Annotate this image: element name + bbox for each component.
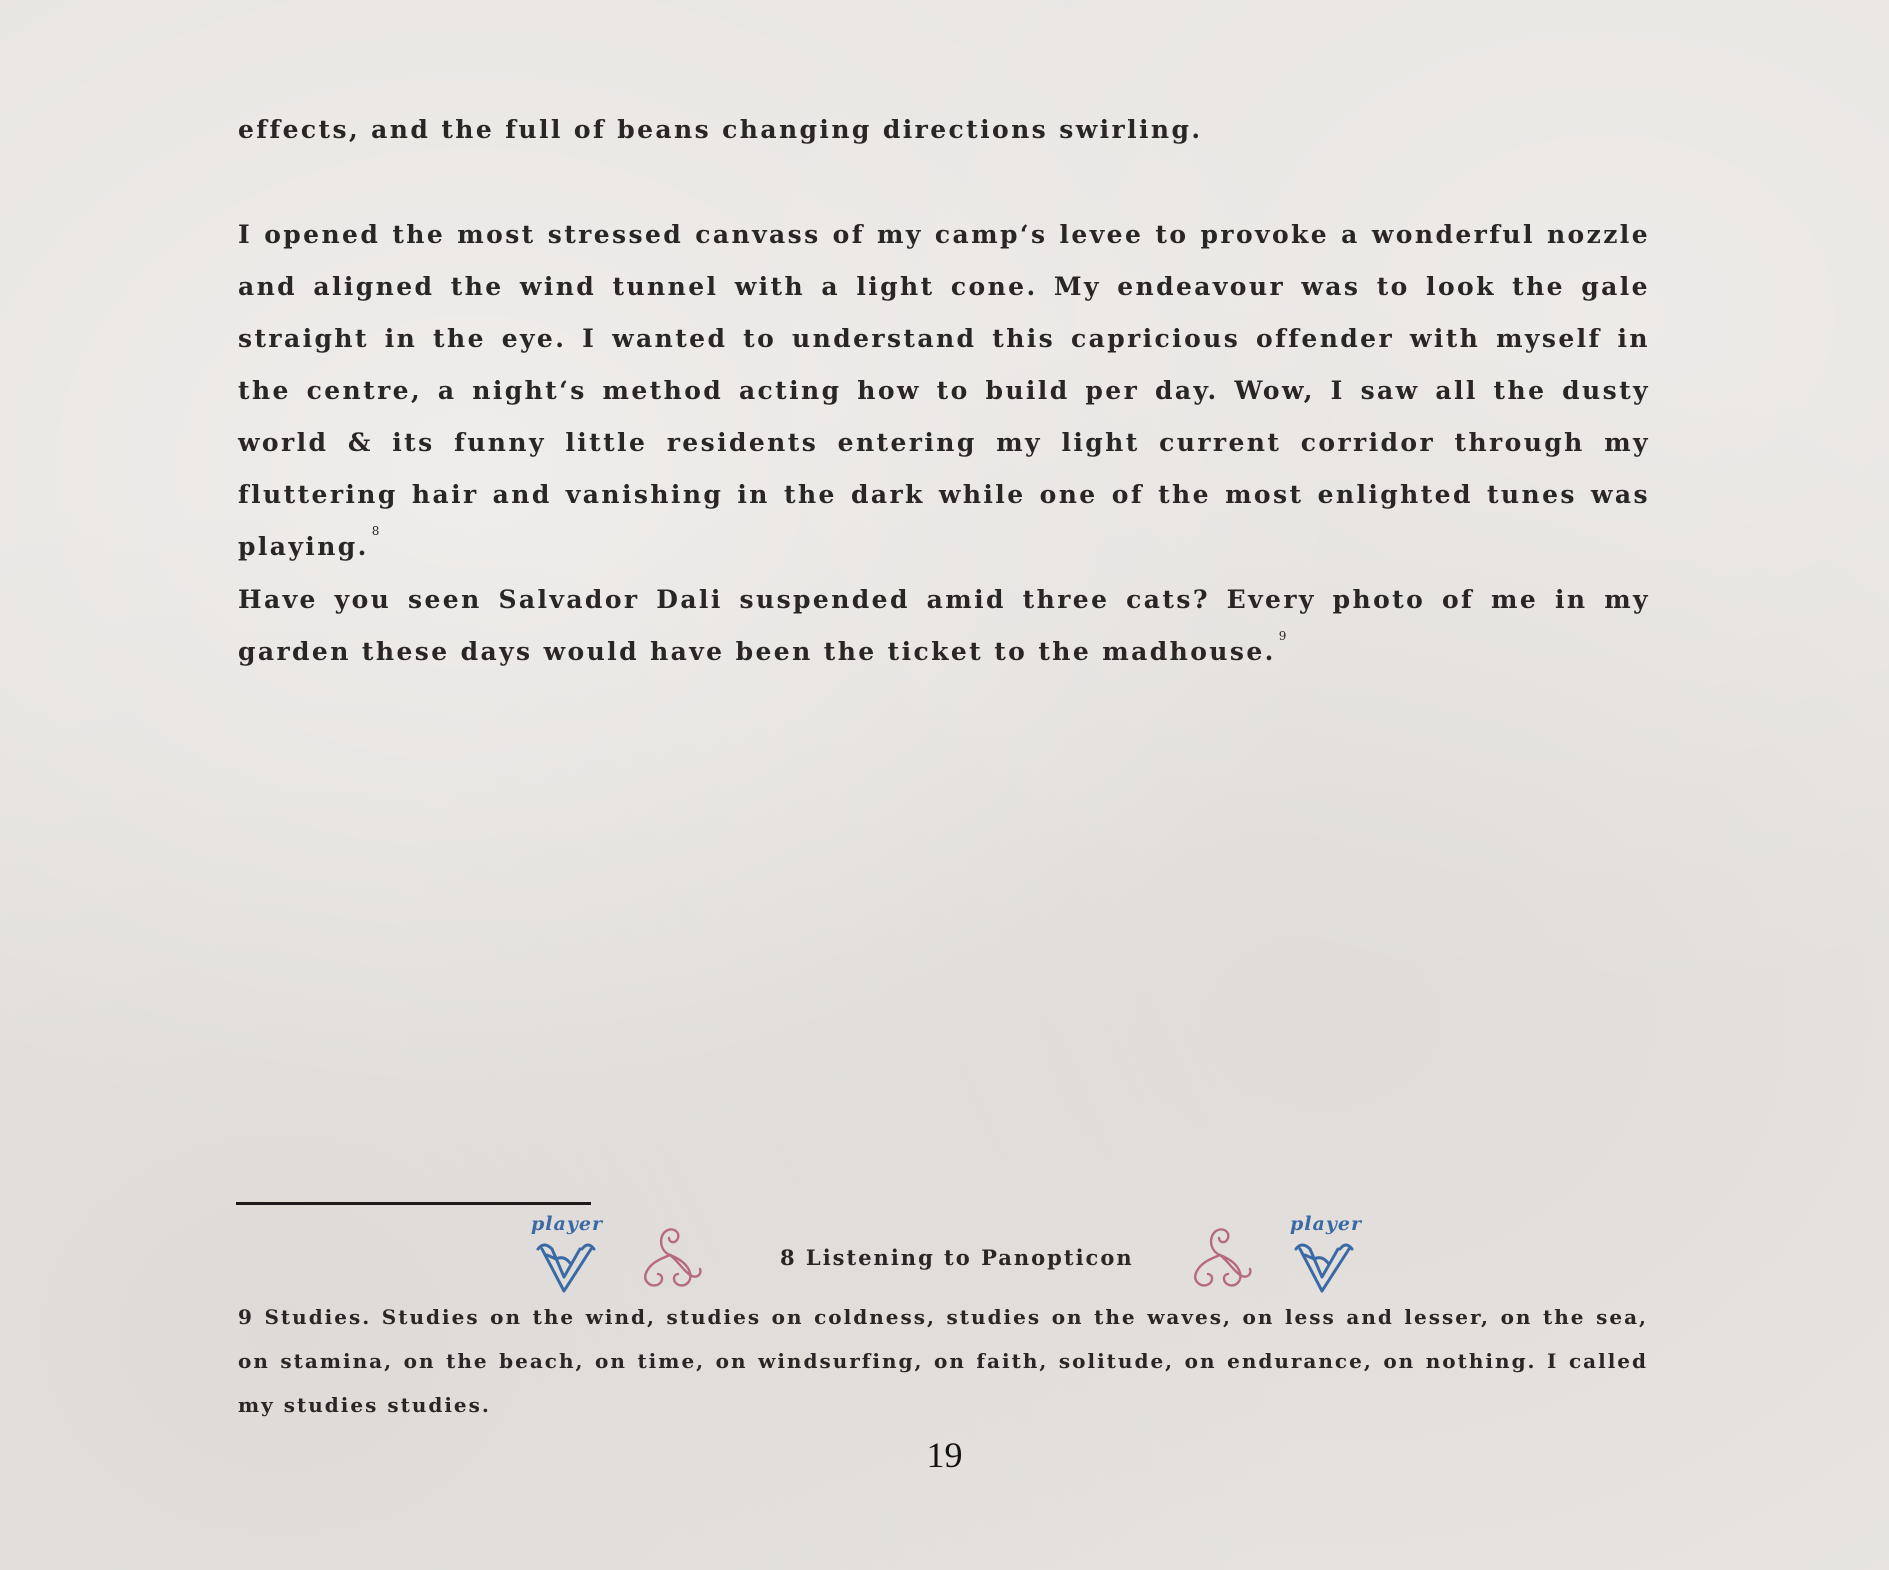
logo-wordmark-left: player [531, 1213, 603, 1235]
paragraph-salvador-dali-text: Have you seen Salvador Dali suspended amid three cats? Every photo of me in my garden these days would have been the ticket to the madhouse. [238, 585, 1650, 666]
paragraph-salvador-dali [238, 574, 1650, 682]
footnote-reference-9[interactable]: 9 [1278, 629, 1287, 643]
footnote-8-block [530, 1213, 1370, 1298]
triskelion-spiral-icon [630, 1213, 720, 1298]
player-v-logo-icon [1288, 1213, 1378, 1298]
logo-wordmark-right: player [1290, 1213, 1362, 1235]
footnote-9-text: 9 Studies. Studies on the wind, studies on coldness, studies on the waves, on less and lesser, on the sea, on stamina, on the beach, on time, on windsurfing, on faith, solitude, on endurance, on nothing. I called my studies studies. [238, 1305, 1648, 1417]
footnote-reference-8[interactable]: 8 [371, 524, 380, 538]
page-number: 19 [926, 1435, 963, 1475]
triskelion-spiral-icon [1180, 1213, 1270, 1298]
player-v-logo-icon [530, 1213, 620, 1298]
paragraph-continuation: effects, and the full of beans changing directions swirling. [238, 115, 1203, 144]
footnote-separator-rule [236, 1202, 591, 1205]
footnote-8-text: 8 Listening to Panopticon [780, 1245, 1134, 1270]
paragraph-wind-tunnel-text: I opened the most stressed canvass of my camp‘s levee to provoke a wonderful nozzle and aligned the wind tunnel with a light cone. My endeavour was to look the gale straight in the eye. I wanted to understand this capricious offender with myself in the centre, a night‘s method acting how to build per day. Wow, I saw all the dusty world & its funny little residents entering my light current corridor through my fluttering hair and vanishing in the dark while one of the most enlighted tunes was playing. [238, 220, 1650, 561]
paragraph-wind-tunnel [238, 209, 1650, 577]
